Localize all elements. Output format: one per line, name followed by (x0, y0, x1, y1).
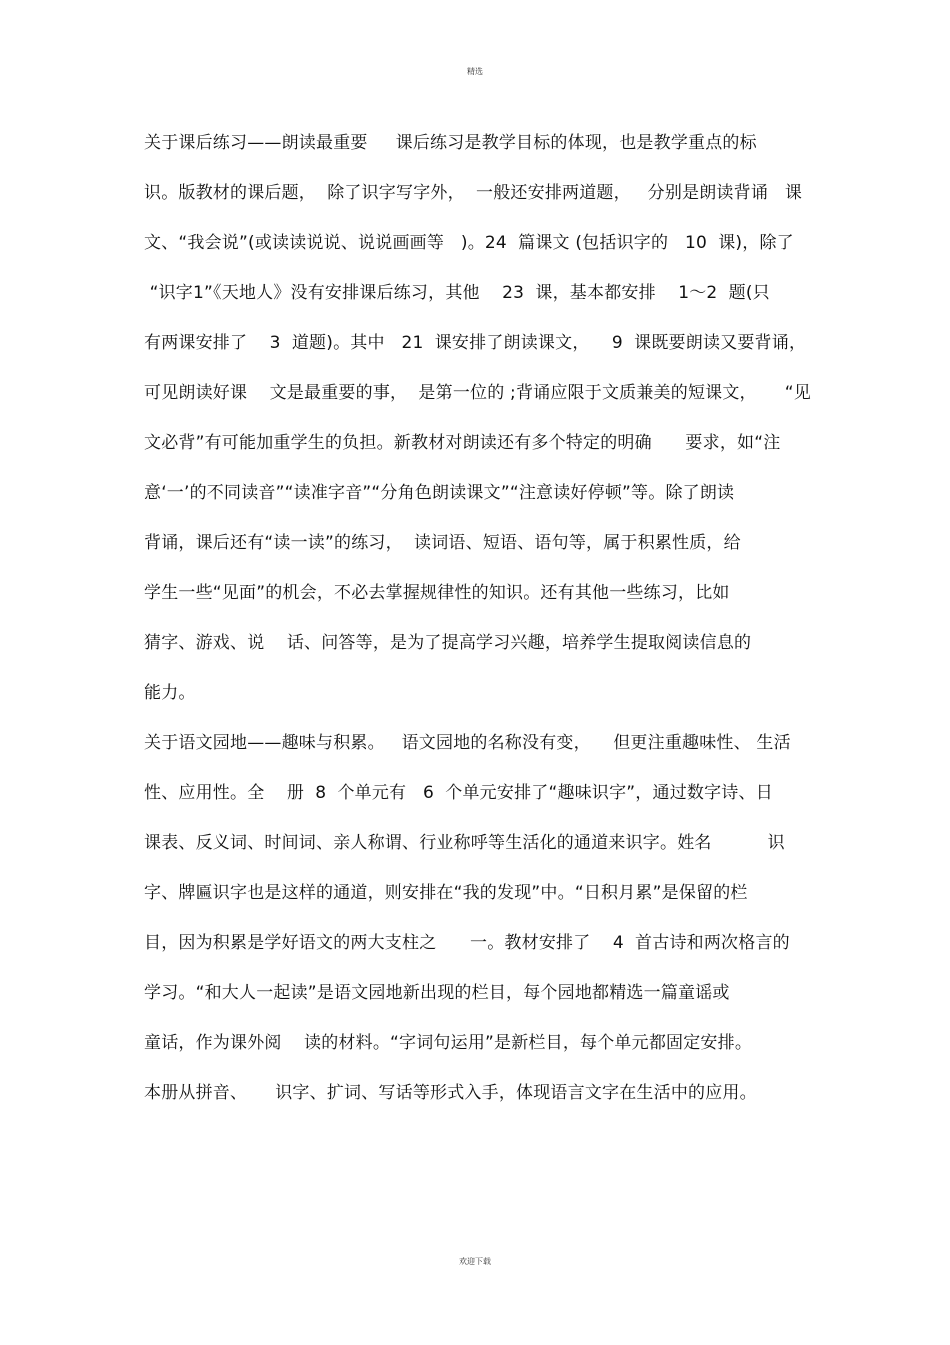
text-line: 学习。“和大人一起读”是语文园地新出现的栏目，每个园地都精选一篇童谣或 (144, 983, 730, 1003)
text-line: 目，因为积累是学好语文的两大支柱之 一。教材安排了 4 首古诗和两次格言的 (144, 933, 790, 953)
text-line: 猜字、游戏、说 话、问答等，是为了提高学习兴趣，培养学生提取阅读信息的 (144, 633, 752, 653)
text-line: 文、“我会说”(或读读说说、说说画画等 )。24 篇课文 (包括识字的 10 课)，除了 (144, 233, 794, 253)
text-line: 识。版教材的课后题， 除了识字写字外， 一般还安排两道题， 分别是朗读背诵 课 (144, 183, 803, 203)
page-header: 精选 (467, 67, 483, 76)
page-footer: 欢迎下载 (459, 1257, 491, 1266)
text-line: 意‘一’的不同读音”“读准字音”“分角色朗读课文”“注意读好停顿”等。除了朗读 (144, 483, 735, 503)
text-line: 本册从拼音、 识字、扩词、写话等形式入手，体现语言文字在生活中的应用。 (144, 1083, 757, 1103)
text-line: 关于课后练习——朗读最重要 课后练习是教学目标的体现，也是教学重点的标 (144, 133, 757, 153)
text-line: 文必背”有可能加重学生的负担。新教材对朗读还有多个特定的明确 要求，如“注 (144, 433, 781, 453)
text-line: 性、应用性。全 册 8 个单元有 6 个单元安排了“趣味识字”，通过数字诗、日 (144, 783, 773, 803)
text-line: 有两课安排了 3 道题)。其中 21 课安排了朗读课文， 9 课既要朗读又要背诵， (144, 333, 807, 353)
text-line: 背诵，课后还有“读一读”的练习， 读词语、短语、语句等，属于积累性质，给 (144, 533, 741, 553)
text-line: 可见朗读好课 文是最重要的事， 是第一位的 ;背诵应限于文质兼美的短课文， “见 (144, 383, 811, 403)
text-line: 课表、反义词、时间词、亲人称谓、行业称呼等生活化的通道来识字。姓名 识 (144, 833, 785, 853)
text-line: 关于语文园地——趣味与积累。 语文园地的名称没有变， 但更注重趣味性、 生活 (144, 733, 791, 753)
text-line: 字、牌匾识字也是这样的通道，则安排在“我的发现”中。“日积月累”是保留的栏 (144, 883, 748, 903)
text-line: 童话，作为课外阅 读的材料。“字词句运用”是新栏目，每个单元都固定安排。 (144, 1033, 753, 1053)
text-line: “识字1”《天地人》没有安排课后练习，其他 23 课，基本都安排 1～2 题(只 (144, 283, 770, 303)
document-body (144, 128, 834, 1128)
text-line: 学生一些“见面”的机会，不必去掌握规律性的知识。还有其他一些练习，比如 (144, 583, 730, 603)
text-line: 能力。 (144, 683, 196, 703)
